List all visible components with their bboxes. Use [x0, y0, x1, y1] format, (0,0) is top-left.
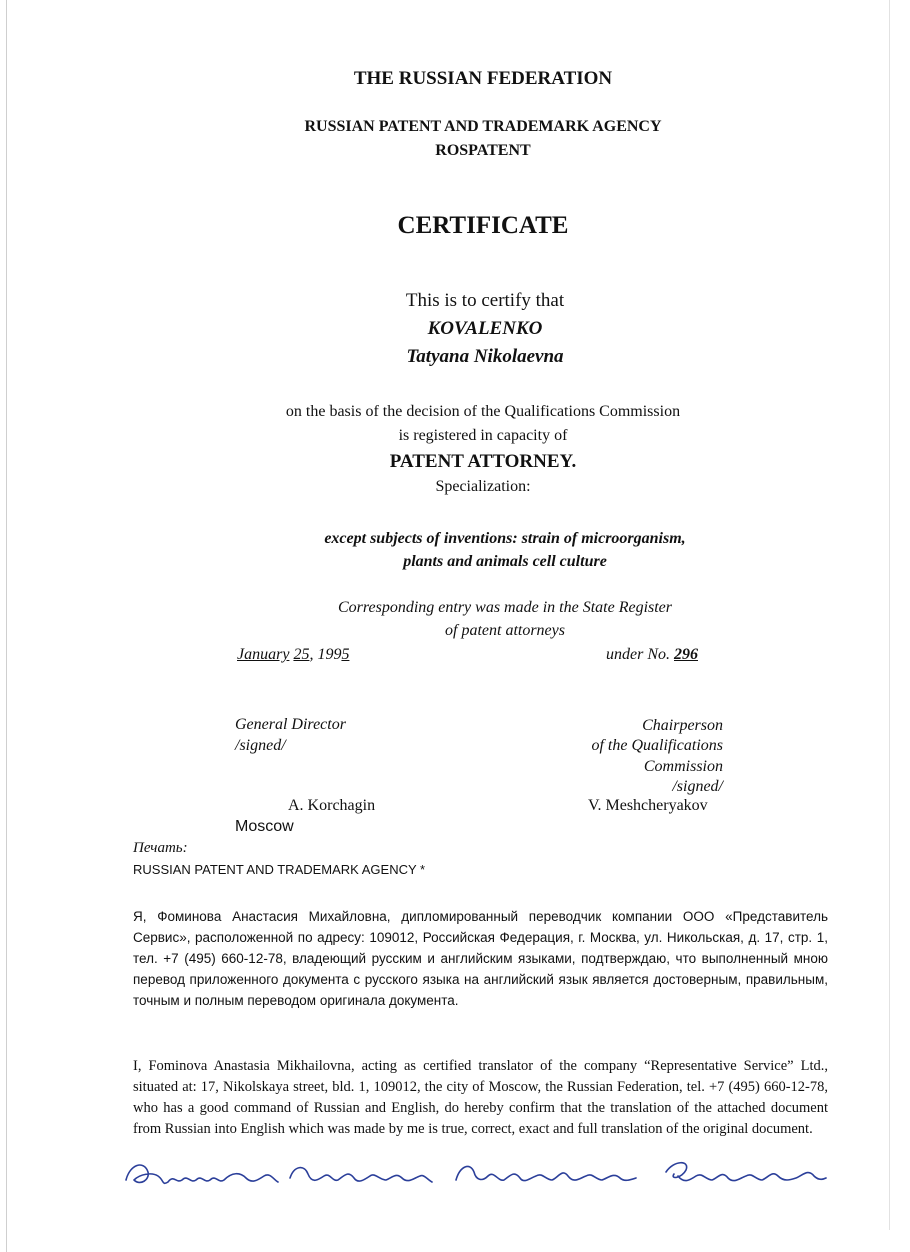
basis-line-2: is registered in capacity of [398, 427, 568, 444]
scan-edge-left [6, 0, 7, 1252]
exception-line-1: except subjects of inventions: strain of microorganism, [324, 530, 686, 547]
entry-line-2: of patent attorneys [445, 622, 565, 639]
certify-text: This is to certify that [405, 290, 565, 311]
register-no-value: 296 [674, 646, 698, 663]
specialization-label: Specialization: [435, 478, 531, 495]
right-signatory-title-3: Commission [643, 758, 723, 775]
issue-city: Moscow [235, 818, 294, 835]
entry-line-1: Corresponding entry was made in the State Register [337, 599, 673, 616]
date-day: 25 [293, 646, 310, 663]
left-signatory-name: A. Korchagin [288, 797, 376, 814]
basis-line-1: on the basis of the decision of the Qualifications Commission [285, 403, 681, 420]
registration-date: January 25, 1995 [237, 646, 350, 663]
certificate-title: CERTIFICATE [397, 212, 569, 239]
translator-statement-russian: Я, Фоминова Анастасия Михайловна, дипломированный переводчик компании ООО «Представитель Сервис», расположенной по адресу: 109012, Российская Федерация, г. Москва, ул. Никольская, д. 17, стр. 1, тел. +7 (495) 660-12-78, владеющий русским и английским языками, подтверждаю, что выполненный мною перевод приложенного документа с русского языка на английский язык является достоверным, правильным, точным и полным переводом оригинала документа. [133, 909, 828, 1008]
agency-heading: RUSSIAN PATENT AND TRADEMARK AGENCY [304, 118, 662, 135]
seal-label: Печать: [133, 840, 188, 856]
right-signatory-title-1: Chairperson [642, 717, 723, 734]
left-signed-mark: /signed/ [235, 737, 286, 754]
date-year-prefix: 199 [317, 646, 342, 663]
seal-text: RUSSIAN PATENT AND TRADEMARK AGENCY * [133, 862, 426, 877]
agency-short-heading: ROSPATENT [435, 142, 531, 159]
right-signed-mark: /signed/ [672, 778, 723, 795]
role-title: PATENT ATTORNEY. [389, 451, 577, 472]
translator-handwritten-signature [118, 1150, 838, 1200]
date-month: January [237, 646, 290, 663]
register-number [606, 646, 698, 664]
exception-line-2: plants and animals cell culture [403, 553, 607, 570]
country-heading: THE RUSSIAN FEDERATION [353, 68, 613, 89]
left-signatory-title: General Director [235, 716, 346, 733]
right-signatory-title-2: of the Qualifications [591, 737, 723, 754]
holder-surname: KOVALENKO [427, 318, 543, 339]
right-signatory-name: V. Meshcheryakov [588, 797, 708, 814]
date-year-last: 5 [341, 646, 350, 663]
holder-given-names: Tatyana Nikolaevna [406, 346, 564, 367]
register-prefix: under No. [606, 646, 670, 663]
translator-statement-english: I, Fominova Anastasia Mikhailovna, acting as certified translator of the company “Representative Service” Ltd., situated at: 17, Nikolskaya street, bld. 1, 109012, the city of Moscow, the Russian Federation, tel. +7 (495) 660-12-78, who has a good command of Russian and English, do hereby confirm that the translation of the attached document from Russian into English which was made by me is true, correct, exact and full translation of the original document. [133, 1058, 828, 1137]
